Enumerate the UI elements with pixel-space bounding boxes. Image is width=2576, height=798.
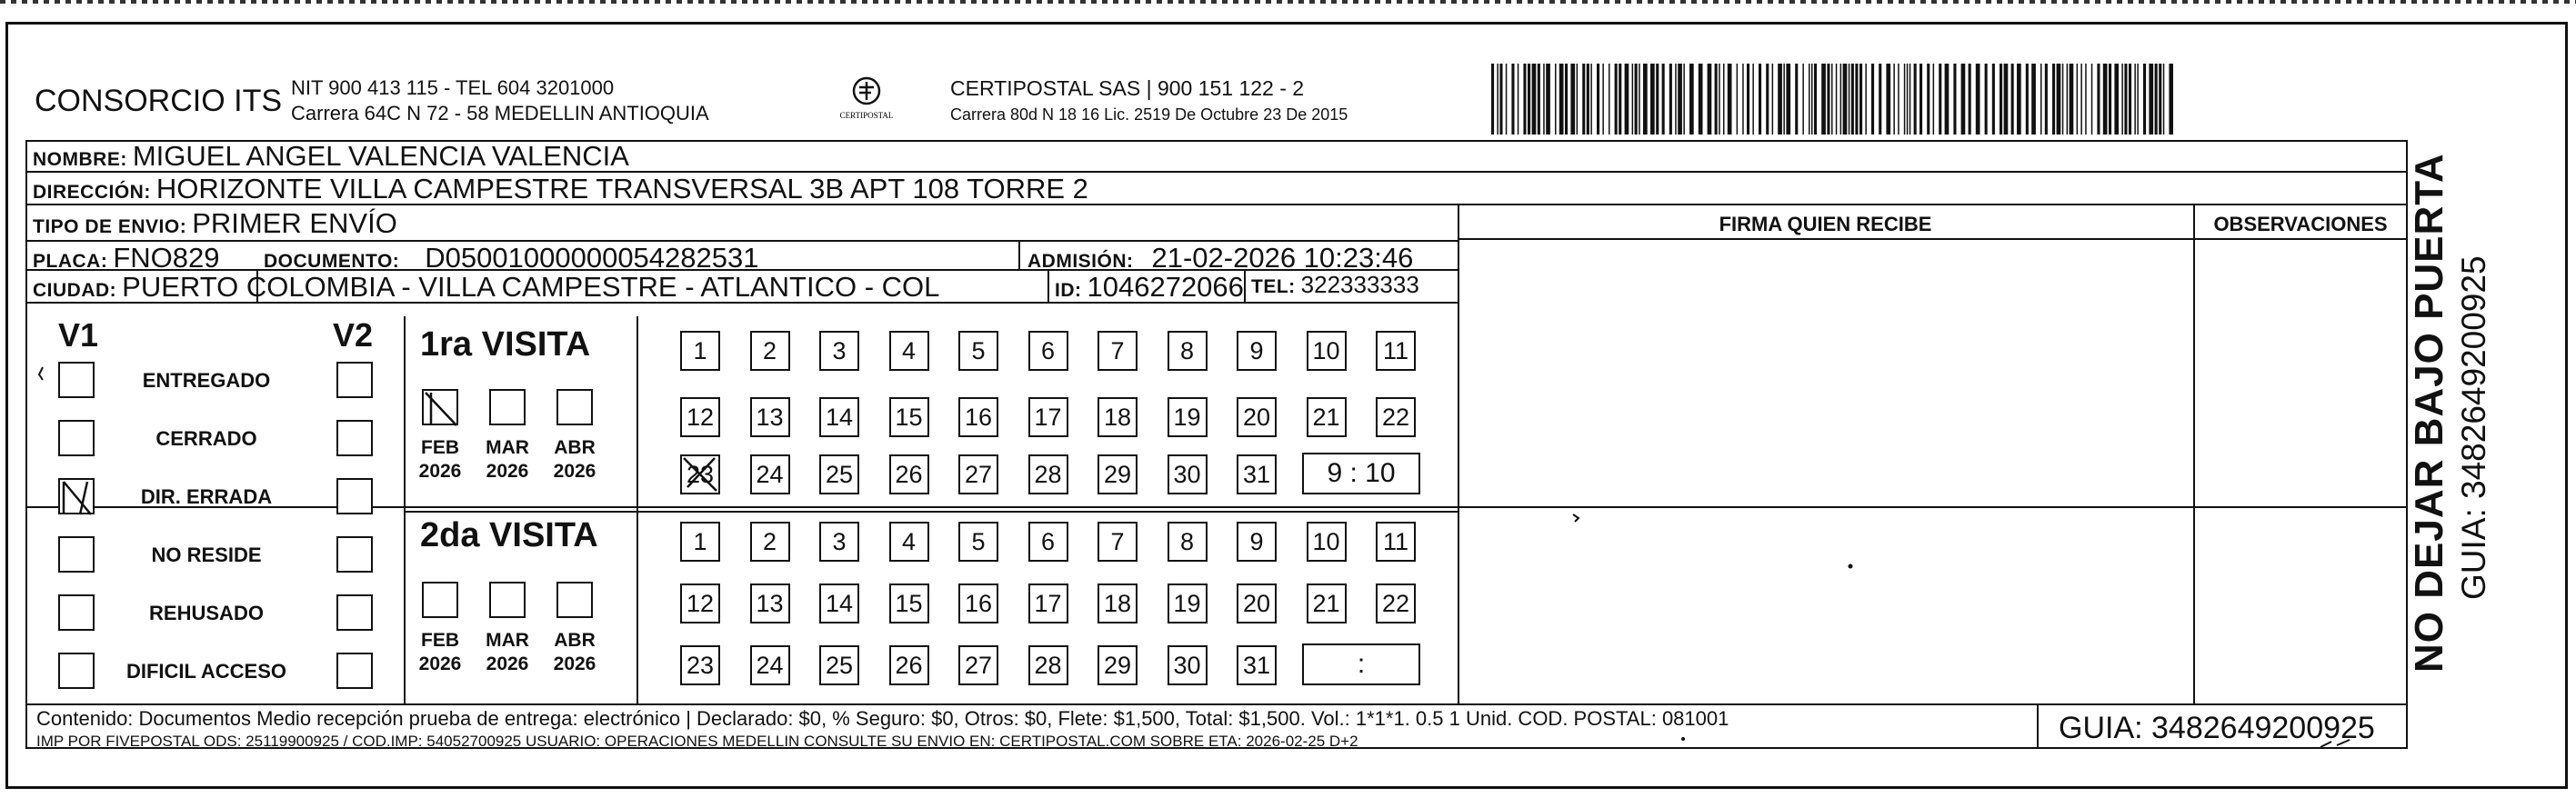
v2-checkbox[interactable] — [336, 594, 373, 631]
month-year: 2026 — [418, 653, 462, 674]
day-box[interactable]: 29 — [1098, 454, 1138, 494]
v2-checkbox[interactable] — [336, 362, 373, 398]
day-box[interactable]: 13 — [750, 397, 790, 437]
month-checkbox[interactable] — [489, 582, 526, 618]
day-box[interactable]: 6 — [1028, 331, 1068, 371]
company-address: Carrera 64C N 72 - 58 MEDELLIN ANTIOQUIA — [291, 102, 709, 125]
certipostal-logo — [835, 73, 898, 127]
month-name: FEB — [421, 630, 459, 651]
day-box[interactable]: 12 — [680, 397, 720, 437]
contents-line: Contenido: Documentos Medio recepción prueba de entrega: electrónico | Declarado: $0, % Seguro: $0, Otros: $0, Flete: $1,500, Total: $1,500. Vol.: 1*1*1. 0.5 1 Unid. COD. POSTAL: 081001 — [36, 707, 1729, 730]
id-label: ID: — [1055, 280, 1082, 301]
first-visit-time[interactable]: 9 : 10 — [1302, 453, 1420, 494]
day-box[interactable]: 25 — [819, 645, 859, 685]
day-box[interactable]: 21 — [1307, 584, 1347, 623]
city-value: PUERTO COLOMBIA - VILLA CAMPESTRE - ATLANTICO - COL — [122, 271, 940, 303]
day-box[interactable]: 7 — [1098, 331, 1138, 371]
day-box[interactable]: 14 — [819, 397, 859, 437]
day-box[interactable]: 18 — [1098, 584, 1138, 623]
recipient-name: MIGUEL ANGEL VALENCIA VALENCIA — [132, 140, 629, 172]
day-box[interactable]: 11 — [1376, 522, 1416, 562]
day-box[interactable]: 30 — [1168, 645, 1208, 685]
day-box[interactable]: 19 — [1168, 397, 1208, 437]
admission-row — [1027, 242, 1413, 274]
signature-header: FIRMA QUIEN RECIBE — [1719, 213, 1932, 235]
day-box[interactable]: 8 — [1168, 522, 1208, 562]
v1-checkbox[interactable] — [58, 594, 95, 631]
day-box[interactable]: 9 — [1237, 331, 1277, 371]
day-box[interactable]: 18 — [1098, 397, 1138, 437]
day-box[interactable]: 5 — [958, 331, 998, 371]
logo-text: CERTIPOSTAL — [839, 111, 894, 120]
month-checkbox[interactable] — [489, 389, 526, 425]
month-label — [476, 436, 539, 484]
day-box[interactable]: 25 — [819, 454, 859, 494]
v2-checkbox[interactable] — [336, 420, 373, 456]
v2-checkbox[interactable] — [336, 653, 373, 689]
second-visit-title: 2da VISITA — [420, 516, 598, 554]
day-box[interactable]: 28 — [1028, 454, 1068, 494]
day-box[interactable]: 28 — [1028, 645, 1068, 685]
shipment-type: PRIMER ENVÍO — [192, 207, 397, 239]
day-box[interactable]: 2 — [750, 331, 790, 371]
recipient-address: HORIZONTE VILLA CAMPESTRE TRANSVERSAL 3B APT 108 TORRE 2 — [155, 173, 1088, 204]
direccion-label: DIRECCIÓN: — [33, 182, 151, 203]
day-box[interactable]: 31 — [1237, 454, 1277, 494]
month-year: 2026 — [486, 653, 529, 674]
day-box[interactable]: 3 — [819, 331, 859, 371]
admision-label: ADMISIÓN: — [1027, 251, 1134, 272]
day-box[interactable]: 23 — [680, 454, 720, 494]
plate-row — [33, 242, 220, 274]
day-box[interactable]: 4 — [889, 331, 929, 371]
side-guia-number: GUIA: 3482649200925 — [2455, 255, 2492, 600]
v1-header: V1 — [58, 316, 99, 354]
day-box[interactable]: 17 — [1028, 397, 1068, 437]
day-box[interactable]: 9 — [1237, 522, 1277, 562]
v1-checkbox[interactable] — [58, 362, 95, 398]
day-box[interactable]: 1 — [680, 331, 720, 371]
day-box[interactable]: 8 — [1168, 331, 1208, 371]
admission-value: 21-02-2026 10:23:46 — [1151, 242, 1414, 274]
delivery-state-label: DIR. ERRADA — [140, 485, 273, 508]
day-box[interactable]: 27 — [958, 645, 998, 685]
day-box[interactable]: 16 — [958, 397, 998, 437]
day-box[interactable]: 22 — [1376, 584, 1416, 623]
certipostal-nit: CERTIPOSTAL SAS | 900 151 122 - 2 — [950, 76, 1305, 100]
day-box[interactable]: 22 — [1376, 397, 1416, 437]
month-name: MAR — [486, 437, 529, 458]
cross-mark-icon — [680, 454, 720, 494]
month-year: 2026 — [553, 461, 596, 482]
day-box[interactable]: 27 — [958, 454, 998, 494]
v2-checkbox[interactable] — [336, 478, 373, 514]
day-box[interactable]: 14 — [819, 584, 859, 623]
recipient-name-row — [33, 140, 629, 173]
documento-label: DOCUMENTO: — [264, 251, 400, 272]
placa-label: PLACA: — [33, 251, 108, 272]
day-box[interactable]: 2 — [750, 522, 790, 562]
tel-value: 322333333 — [1300, 271, 1419, 298]
document-value: D05001000000054282531 — [425, 242, 759, 274]
day-box[interactable]: 10 — [1307, 522, 1347, 562]
observations-header: OBSERVACIONES — [2213, 213, 2388, 235]
delivery-state-label: REHUSADO — [149, 602, 264, 624]
plate-value: FNO829 — [113, 242, 220, 274]
id-value: 1046272066 — [1087, 271, 1244, 303]
tel-label: TEL: — [1251, 276, 1296, 297]
month-year: 2026 — [553, 653, 596, 674]
company-name: CONSORCIO ITS — [35, 84, 283, 118]
day-box[interactable]: 17 — [1028, 584, 1068, 623]
guia-number: GUIA: 3482649200925 — [2059, 711, 2375, 745]
day-box[interactable]: 26 — [889, 454, 929, 494]
day-box[interactable]: 10 — [1307, 331, 1347, 371]
ciudad-label: CIUDAD: — [33, 280, 117, 301]
day-box[interactable]: 11 — [1376, 331, 1416, 371]
company-nit: NIT 900 413 115 - TEL 604 3201000 — [291, 76, 615, 99]
day-box[interactable]: 16 — [958, 584, 998, 623]
v2-header: V2 — [333, 316, 374, 354]
delivery-state-label: CERRADO — [155, 427, 257, 450]
city-row — [33, 271, 939, 304]
day-box[interactable]: 3 — [819, 522, 859, 562]
day-box[interactable]: 21 — [1307, 397, 1347, 437]
month-label — [408, 436, 472, 484]
day-box[interactable]: 20 — [1237, 584, 1277, 623]
day-box[interactable]: 7 — [1098, 522, 1138, 562]
month-checkbox[interactable] — [422, 389, 458, 425]
day-box[interactable]: 24 — [750, 454, 790, 494]
id-row — [1055, 271, 1244, 304]
day-box[interactable]: 15 — [889, 584, 929, 623]
perforation-line — [0, 0, 2576, 4]
nombre-label: NOMBRE: — [33, 149, 127, 170]
month-name: ABR — [554, 630, 596, 651]
day-box[interactable]: 1 — [680, 522, 720, 562]
shipment-type-row — [33, 207, 397, 240]
month-year: 2026 — [418, 461, 462, 482]
tipo-label: TIPO DE ENVIO: — [33, 216, 187, 237]
no-dejar-warning: NO DEJAR BAJO PUERTA — [2407, 153, 2451, 673]
tracking-barcode — [1491, 64, 2173, 135]
month-name: MAR — [486, 630, 529, 651]
tel-row — [1251, 271, 1419, 299]
recipient-address-row — [33, 173, 1088, 205]
v1-checkbox[interactable] — [58, 653, 95, 689]
v1-checkbox[interactable] — [58, 536, 95, 573]
month-name: ABR — [554, 437, 596, 458]
month-label — [408, 629, 472, 676]
day-box[interactable]: 24 — [750, 645, 790, 685]
day-box[interactable]: 23 — [680, 645, 720, 685]
checkmark-icon — [60, 480, 96, 516]
v1-checkbox[interactable] — [58, 420, 95, 456]
month-checkbox[interactable] — [556, 389, 593, 425]
first-visit-title: 1ra VISITA — [420, 325, 591, 364]
document-row — [264, 242, 758, 274]
certipostal-address: Carrera 80d N 18 16 Lic. 2519 De Octubre 23 De 2015 — [950, 105, 1348, 124]
month-checkbox[interactable] — [556, 582, 593, 618]
day-box[interactable]: 29 — [1098, 645, 1138, 685]
day-box[interactable]: 19 — [1168, 584, 1208, 623]
observations-area[interactable] — [2195, 240, 2404, 702]
day-box[interactable]: 15 — [889, 397, 929, 437]
month-year: 2026 — [486, 461, 529, 482]
month-label — [476, 629, 539, 676]
month-name: FEB — [421, 437, 459, 458]
delivery-state-label: DIFICIL ACCESO — [125, 660, 286, 683]
month-checkbox[interactable] — [422, 582, 458, 618]
print-info-line: IMP POR FIVEPOSTAL ODS: 25119900925 / COD.IMP: 54052700925 USUARIO: OPERACIONES MEDELLIN CONSULTE SU ENVIO EN: CERTIPOSTAL.COM SOBRE ETA: 2026-02-25 D+2 — [36, 733, 1358, 750]
v2-checkbox[interactable] — [336, 536, 373, 573]
day-box[interactable]: 20 — [1237, 397, 1277, 437]
day-box[interactable]: 6 — [1028, 522, 1068, 562]
signature-area[interactable] — [1459, 240, 2191, 702]
day-box[interactable]: 13 — [750, 584, 790, 623]
month-label — [543, 629, 606, 676]
checkmark-icon — [424, 391, 460, 427]
month-label — [543, 436, 606, 484]
second-visit-time[interactable]: : — [1302, 643, 1420, 685]
day-box[interactable]: 4 — [889, 522, 929, 562]
delivery-state-label: NO RESIDE — [151, 544, 262, 566]
day-box[interactable]: 5 — [958, 522, 998, 562]
day-box[interactable]: 30 — [1168, 454, 1208, 494]
day-box[interactable]: 26 — [889, 645, 929, 685]
v1-checkbox[interactable] — [58, 478, 95, 514]
day-box[interactable]: 12 — [680, 584, 720, 623]
day-box[interactable]: 31 — [1237, 645, 1277, 685]
delivery-state-label: ENTREGADO — [142, 369, 271, 392]
